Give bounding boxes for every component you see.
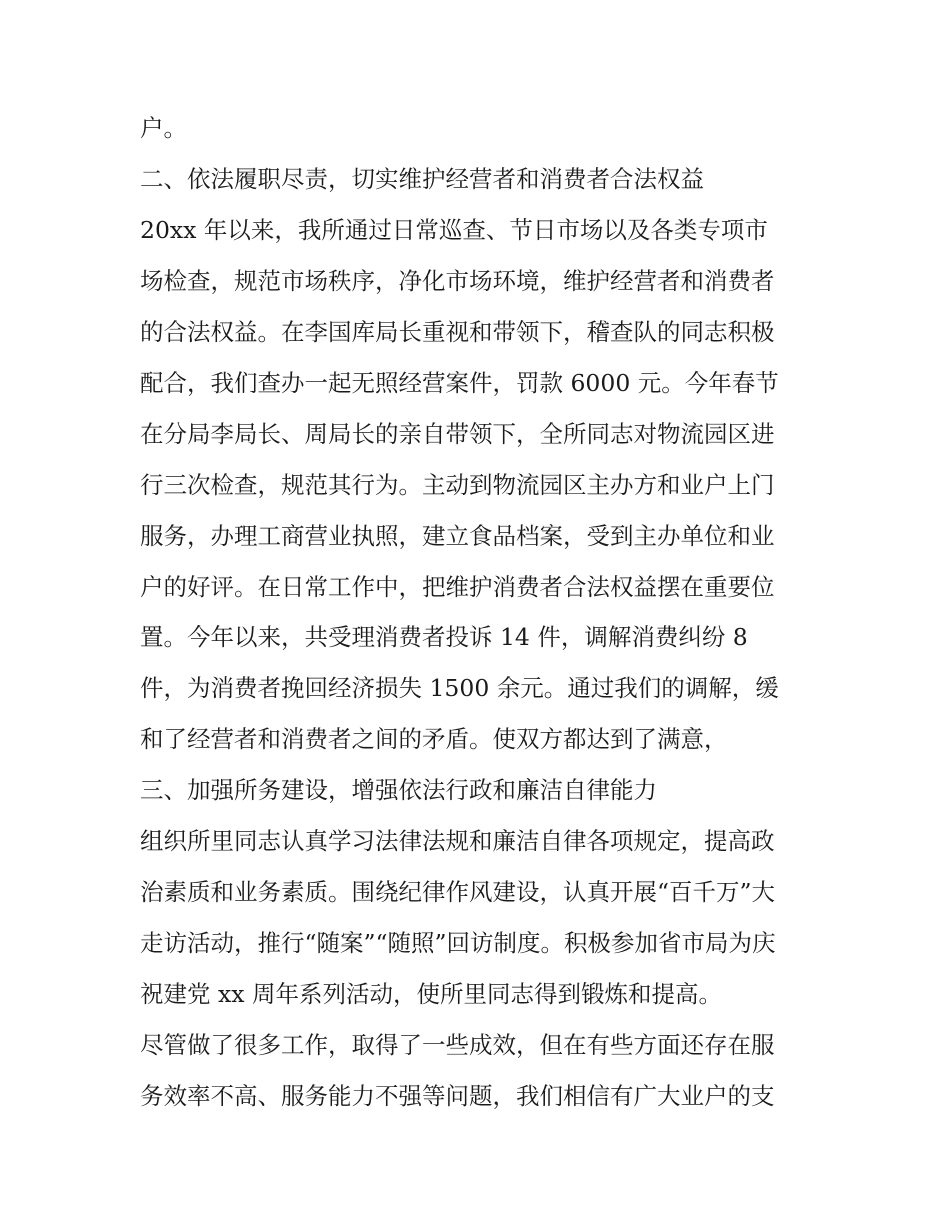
text-line: 服务，办理工商营业执照，建立食品档案，受到主办单位和业 [140,522,775,550]
text-line: 的合法权益。在李国库局长重视和带领下，稽查队的同志积极 [140,318,775,346]
section-heading: 三、加强所务建设，增强依法行政和廉洁自律能力 [140,776,657,804]
text-line: 在分局李局长、周局长的亲自带领下，全所同志对物流园区进 [140,420,775,448]
text-line: 务效率不高、服务能力不强等问题，我们相信有广大业户的支 [140,1082,775,1110]
section-heading: 二、依法履职尽责，切实维护经营者和消费者合法权益 [140,165,704,193]
text-line: 置。今年以来，共受理消费者投诉 14 件，调解消费纠纷 8 [140,623,748,651]
text-line: 件，为消费者挽回经济损失 1500 余元。通过我们的调解，缓 [140,674,779,702]
text-line: 祝建党 xx 周年系列活动，使所里同志得到锻炼和提高。 [140,980,722,1008]
text-line: 20xx 年以来，我所通过日常巡查、节日市场以及各类专项市 [140,216,768,244]
text-line: 场检查，规范市场秩序，净化市场环境，维护经营者和消费者 [140,267,775,295]
text-line: 户。 [140,114,187,142]
text-line: 和了经营者和消费者之间的矛盾。使双方都达到了满意， [140,725,728,753]
text-line: 治素质和业务素质。围绕纪律作风建设，认真开展“百千万”大 [140,878,776,906]
text-line: 尽管做了很多工作，取得了一些成效，但在有些方面还存在服 [140,1031,775,1059]
text-line: 行三次检查，规范其行为。主动到物流园区主办方和业户上门 [140,471,775,499]
text-line: 户的好评。在日常工作中，把维护消费者合法权益摆在重要位 [140,573,775,601]
text-line: 组织所里同志认真学习法律法规和廉洁自律各项规定，提高政 [140,827,775,855]
text-line: 配合，我们查办一起无照经营案件，罚款 6000 元。今年春节 [140,369,779,397]
text-line: 走访活动，推行“随案”“随照”回访制度。积极参加省市局为庆 [140,929,776,957]
